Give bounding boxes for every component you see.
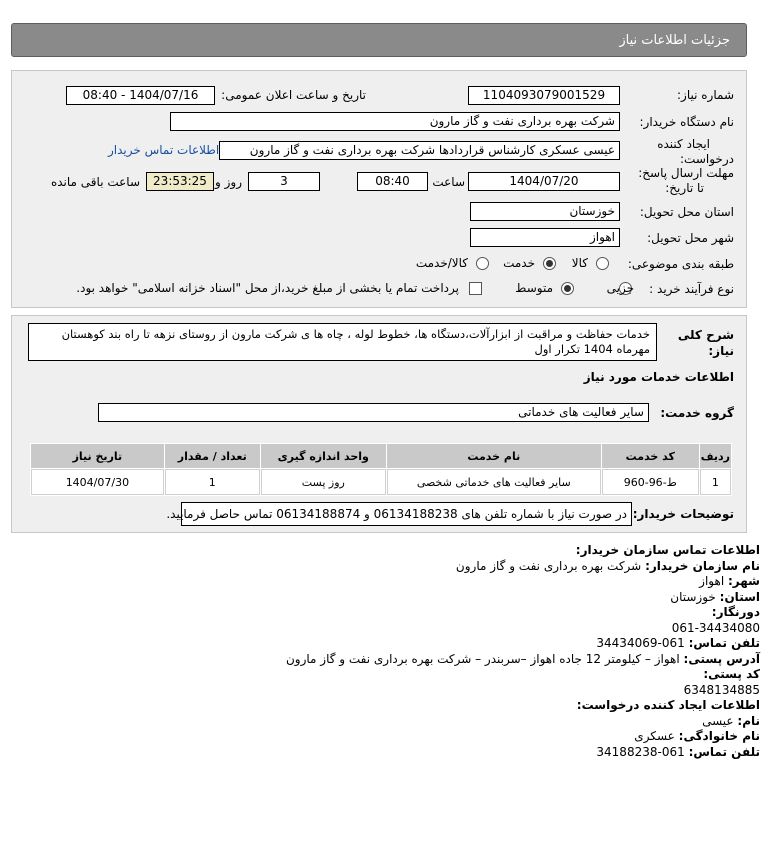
col-service-name: نام خدمت xyxy=(387,444,601,468)
col-row-number: ردیف xyxy=(700,444,731,468)
service-group-label: گروه خدمت: xyxy=(660,406,734,420)
announce-datetime-label: تاریخ و ساعت اعلان عمومی: xyxy=(221,88,366,102)
remaining-time-field: 23:53:25 xyxy=(146,172,214,191)
category-radio-goods-service[interactable] xyxy=(476,257,489,270)
deadline-label-2: تا تاریخ: xyxy=(665,181,704,195)
contact-phone: 061-34434069 xyxy=(596,636,685,650)
process-label: نوع فرآیند خرید : xyxy=(649,282,734,296)
deadline-time-field[interactable]: 08:40 xyxy=(357,172,428,191)
description-label-1: شرح کلی xyxy=(677,328,734,342)
deadline-date-field[interactable]: 1404/07/20 xyxy=(468,172,620,191)
contact-org-label: نام سازمان خریدار: xyxy=(645,558,760,573)
creator-info-title: اطلاعات ایجاد کننده درخواست: xyxy=(576,698,760,712)
category-goods-service-label: کالا/خدمت xyxy=(415,256,468,270)
buyer-contact-link[interactable]: اطلاعات تماس خریدار xyxy=(108,143,220,157)
buyer-org-label: نام دستگاه خریدار: xyxy=(639,115,734,129)
remaining-days-field[interactable]: 3 xyxy=(248,172,320,191)
table-row xyxy=(31,469,731,495)
cell-quantity: 1 xyxy=(165,469,260,495)
services-table-header xyxy=(31,444,731,468)
services-section-title: اطلاعات خدمات مورد نیاز xyxy=(583,370,734,384)
category-label: طبقه بندی موضوعی: xyxy=(627,257,734,271)
buyer-org-field[interactable]: شرکت بهره برداری نفت و گاز مارون xyxy=(170,112,620,131)
treasury-payment-note: پرداخت تمام یا بخشی از مبلغ خرید،از محل "اسناد خزانه اسلامی" خواهد بود. xyxy=(76,281,459,295)
col-service-code: کد خدمت xyxy=(602,444,699,468)
cell-unit: روز پست xyxy=(261,469,386,495)
cell-need-date: 1404/07/30 xyxy=(31,469,164,495)
category-service-label: خدمت xyxy=(503,256,535,270)
category-goods-label: کالا xyxy=(571,256,588,270)
service-group-field[interactable]: سایر فعالیت های خدماتی xyxy=(98,403,649,422)
creator-first-name: عیسی xyxy=(702,713,734,728)
contact-phone-label: تلفن تماس: xyxy=(688,636,760,650)
description-box[interactable] xyxy=(28,323,657,361)
deadline-time-label: ساعت xyxy=(432,175,465,189)
col-need-date: تاریخ نیاز xyxy=(31,444,164,468)
contact-info-section xyxy=(160,543,760,760)
col-quantity: تعداد / مقدار xyxy=(165,444,260,468)
contact-title: اطلاعات تماس سازمان خریدار: xyxy=(575,543,760,557)
creator-last-name-label: نام خانوادگی: xyxy=(678,729,760,743)
contact-city: اهواز xyxy=(699,574,725,588)
city-label: شهر محل تحویل: xyxy=(647,231,734,245)
contact-province: خوزستان xyxy=(670,589,716,604)
creator-field[interactable]: عیسی عسکری کارشناس قراردادها شرکت بهره برداری نفت و گاز مارون xyxy=(219,141,620,160)
creator-first-name-label: نام: xyxy=(737,713,760,728)
province-field[interactable]: خوزستان xyxy=(470,202,620,221)
contact-city-label: شهر: xyxy=(728,574,760,588)
city-field[interactable]: اهواز xyxy=(470,228,620,247)
contact-org: شرکت بهره برداری نفت و گاز مارون xyxy=(455,558,642,573)
contact-fax-label: دورنگار: xyxy=(711,605,760,619)
cell-service-name: سایر فعالیت های خدماتی شخصی xyxy=(387,469,601,495)
contact-address-label: آدرس پستی: xyxy=(683,651,760,666)
category-radio-service[interactable] xyxy=(543,257,556,270)
process-radio-medium[interactable] xyxy=(561,282,574,295)
col-unit: واحد اندازه گیری xyxy=(261,444,386,468)
need-number-label: شماره نیاز: xyxy=(677,88,734,102)
page-title: جزئیات اطلاعات نیاز xyxy=(619,33,730,48)
contact-fax: 061-34434080 xyxy=(671,620,760,635)
days-label: روز و xyxy=(215,175,242,189)
province-label: استان محل تحویل: xyxy=(639,205,734,219)
deadline-label-1: مهلت ارسال پاسخ: xyxy=(638,166,734,180)
process-medium-label: متوسط xyxy=(515,281,553,295)
description-line-1: خدمات حفاظت و مراقبت از ابزارآلات،دستگاه ها، خطوط لوله ، چاه ها ی شرکت مارون از روستای نزهه تا راه بند کوهستان xyxy=(61,327,650,341)
buyer-notes-box: در صورت نیاز با شماره تلفن های 06134188238 و 06134188874 تماس حاصل فرمایید. xyxy=(181,502,632,526)
cell-service-code: ط-96-960 xyxy=(602,469,699,495)
category-radio-goods[interactable] xyxy=(596,257,609,270)
contact-address: اهواز – کیلومتر 12 جاده اهواز –سربندر – شرکت بهره برداری نفت و گاز مارون xyxy=(285,651,680,666)
description-label-2: نیاز: xyxy=(708,344,734,358)
contact-postal: 6348134885 xyxy=(683,682,760,697)
buyer-notes-label: توضیحات خریدار: xyxy=(632,507,734,521)
description-line-2: مهرماه 1404 تکرار اول xyxy=(534,342,650,356)
services-table xyxy=(30,443,732,496)
remaining-label: ساعت باقی مانده xyxy=(50,175,140,189)
creator-label-2: درخواست: xyxy=(680,152,734,166)
announce-datetime-field[interactable]: 1404/07/16 - 08:40 xyxy=(66,86,215,105)
creator-phone: 061-34188238 xyxy=(596,744,685,759)
creator-last-name: عسکری xyxy=(634,729,675,743)
page-header xyxy=(11,23,747,57)
creator-label-1: ایجاد کننده xyxy=(657,137,710,151)
creator-phone-label: تلفن تماس: xyxy=(688,744,760,759)
contact-province-label: استان: xyxy=(719,589,760,604)
contact-postal-label: کد پستی: xyxy=(703,667,760,681)
need-number-field[interactable]: 1104093079001529 xyxy=(468,86,620,105)
cell-row-number: 1 xyxy=(700,469,731,495)
process-minor-label: جزیی xyxy=(606,281,634,295)
treasury-payment-checkbox[interactable] xyxy=(469,282,482,295)
